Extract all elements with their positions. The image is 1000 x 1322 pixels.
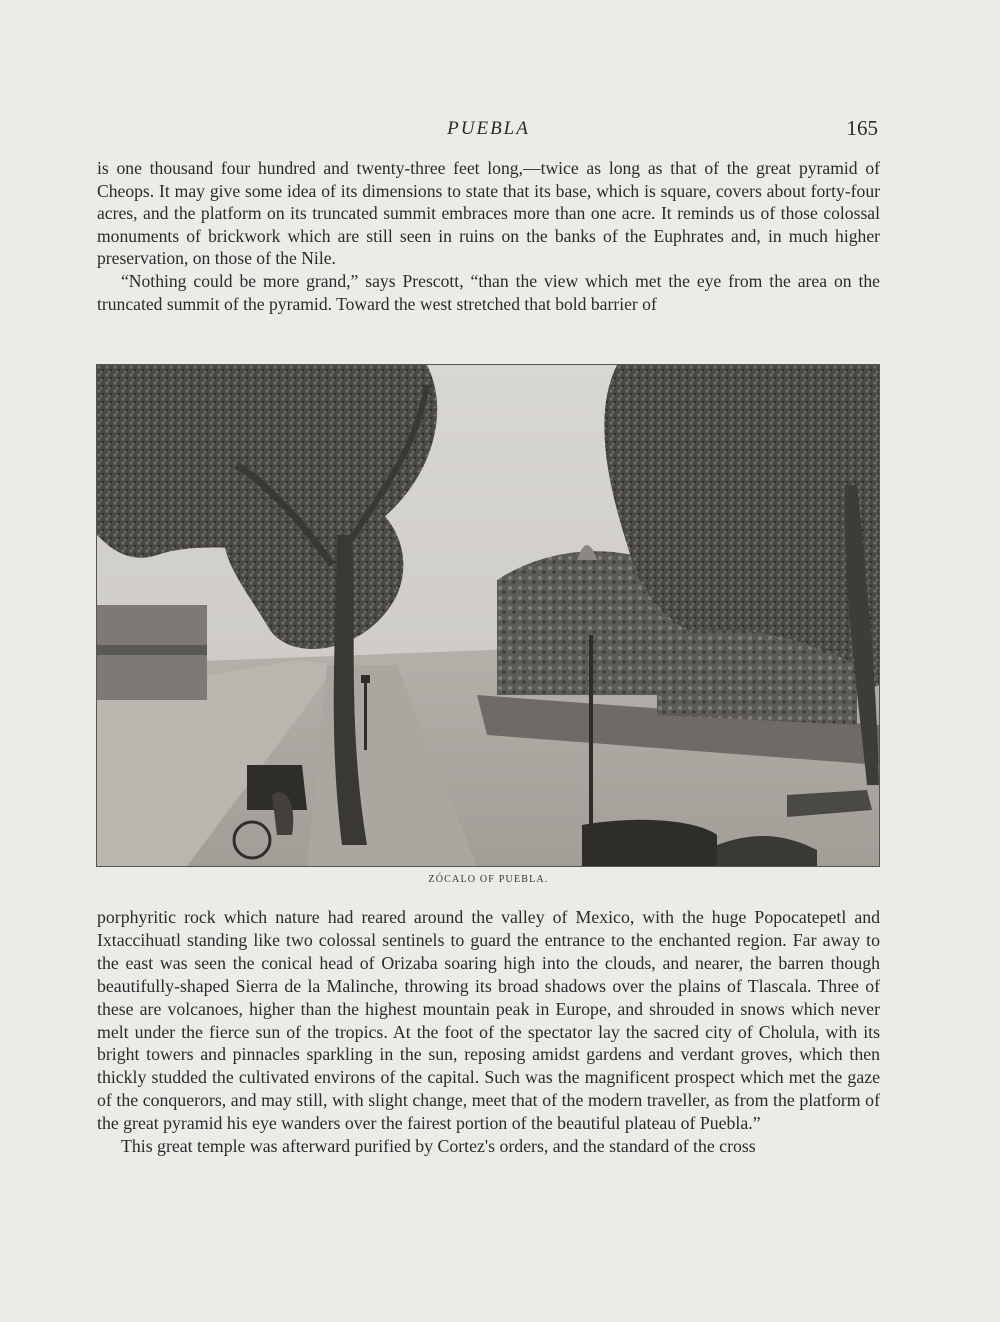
paragraph: “Nothing could be more grand,” says Prescott, “than the view which met the eye from the area on the truncated summit of the pyramid. Toward the west stretched that bold barrier of <box>97 270 880 314</box>
page-number: 165 <box>846 116 878 140</box>
paragraph: This great temple was afterward purified by Cortez's orders, and the standard of the cross <box>121 1136 756 1157</box>
zocalo-photograph <box>96 364 880 867</box>
running-head <box>97 116 880 146</box>
halftone-photo-illustration <box>97 365 879 866</box>
figure-caption: ZÓCALO OF PUEBLA. <box>428 874 549 885</box>
body-text-bottom <box>97 906 880 1158</box>
body-text-top <box>97 157 880 315</box>
paragraph: porphyritic rock which nature had reared around the valley of Mexico, with the huge Popocatepetl and Ixtaccihuatl standing like two colossal sentinels to guard the entrance to the enchanted region. Far away to the east was seen the conical head of Orizaba soaring high into the clouds, and nearer, the barren though beautifully-shaped Sierra de la Malinche, throwing its broad shadows over the plains of Tlascala. Three of these are volcanoes, higher than the highest mountain peak in Europe, and shrouded in snows which never melt under the fierce sun of the tropics. At the foot of the spectator lay the sacred city of Cholula, with its bright towers and pinnacles sparkling in the sun, reposing amidst gardens and verdant groves, which then thickly studded the cultivated environs of the capital. Such was the magnificent prospect which met the gaze of the conquerors, and may still, with slight change, meet that of the modern traveller, as from the platform of the great pyramid his eye wanders over the fairest portion of the beautiful plateau of Puebla.” <box>97 907 880 1134</box>
running-title: PUEBLA <box>447 118 530 139</box>
paragraph: is one thousand four hundred and twenty-three feet long,—twice as long as that of the great pyramid of Cheops. It may give some idea of its dimensions to state that its base, which is square, covers about forty-four acres, and the platform on its truncated summit embraces more than one acre. It reminds us of those colossal monuments of brickwork which are still seen in ruins on the banks of the Euphrates and, in much higher preservation, on those of the Nile. <box>97 158 880 269</box>
